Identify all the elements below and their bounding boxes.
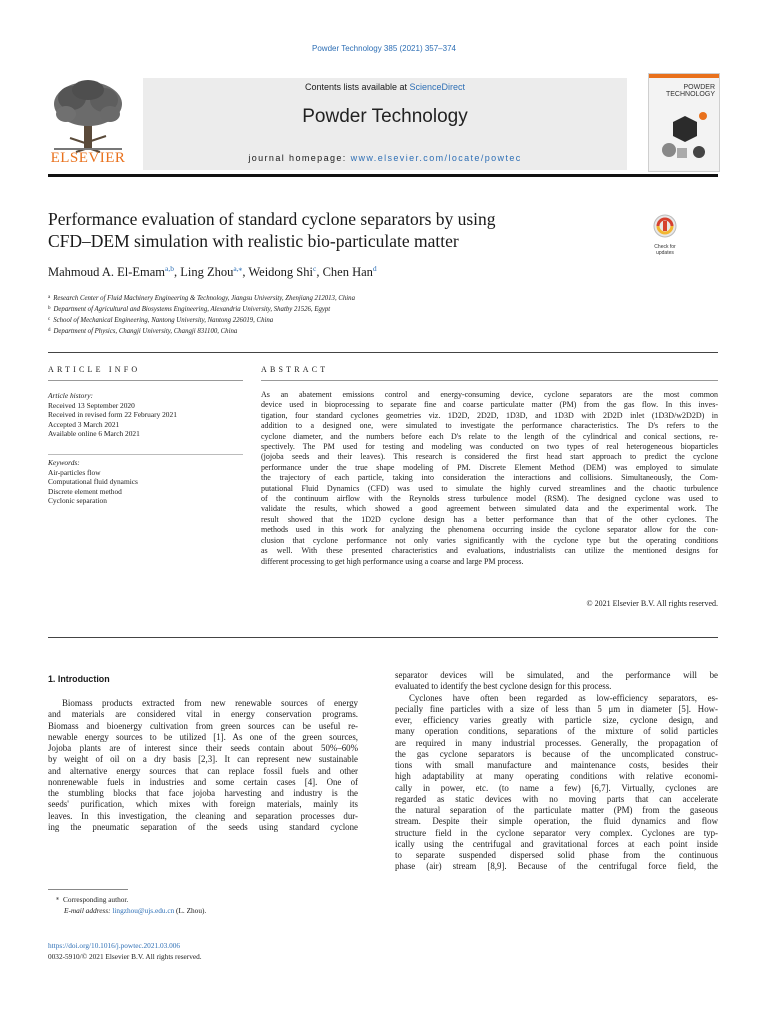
journal-homepage-link[interactable]: www.elsevier.com/locate/powtec	[350, 153, 522, 163]
author-3[interactable]	[248, 265, 316, 279]
body-line: ically using the centrifugal and gravitational forces at each point inside	[395, 838, 718, 849]
body-line: Biomass and bioenergy cultivation from green sources can be useful re-	[48, 720, 358, 731]
body-line: the natural separation of the particulate matter (PM) from the gaseous	[395, 805, 718, 815]
check-for-updates-icon	[646, 213, 684, 239]
body-line: by weight of oil on a dry basis [2,3]. It can represent new sustainable	[48, 754, 358, 765]
body-line: the gas cyclone separators is because of the uncomplicated construc-	[395, 748, 718, 759]
body-line: regarded as static devices with no moving parts that can accelerate	[395, 793, 718, 804]
affiliation-text: School of Mechanical Engineering, Nantong University, Nantong 226019, China	[53, 317, 274, 324]
author-sep: ,	[173, 265, 181, 279]
footnote-marker: ⁎	[56, 896, 59, 902]
author-3-affil[interactable]: c	[312, 264, 317, 273]
affiliation-text: Department of Physics, Changji University, Changji 831100, China	[53, 328, 238, 335]
abstract-line: methods used in this work for analyzing the phenomena occurring inside the cyclone separator allow for the con-	[261, 525, 718, 535]
body-line: ever, efficiency varies greatly with particle size, cyclone design, and	[395, 715, 718, 725]
journal-cover-thumbnail[interactable]	[648, 73, 720, 172]
issn-copyright: 0032-5910/© 2021 Elsevier B.V. All rights reserved.	[48, 952, 202, 961]
article-history	[48, 391, 248, 439]
journal-name: Powder Technology	[302, 106, 468, 127]
email-label: E-mail address:	[64, 906, 113, 915]
title-line-2: CFD–DEM simulation with realistic bio-particulate matter	[48, 231, 459, 251]
abstract-line: tigation, four standard cyclones geometries viz. 1D2D, 2D2D, 1D3D, and 1D3D with 2D2D inlet (1D3D/w2D2D) in	[261, 410, 718, 420]
abstract-line: of the continuum airflow with the Reynolds stress turbulence model (RSM). The designed cyclone was used to	[261, 494, 718, 504]
body-line: and materials are considered vital in energy conservation programs.	[48, 709, 358, 720]
article-info-heading: ARTICLE INFO	[48, 365, 141, 374]
body-line: the stumbling blocks that face jojoba harvesting and industry is the	[48, 788, 358, 798]
body-line: newable energy sources to be utilized [1]. As one of the green sources,	[48, 731, 358, 742]
body-line: phase (air) stream [8,9]. Because of the centrifugal force field, the	[395, 861, 718, 872]
abstract-line: as well. With these presented characteristics and evaluations, industrialists can utilize the mentioned designs for	[261, 546, 718, 556]
abstract-line: spectively. The PM used for testing and modeling was conducted on two types of real heterogeneous bioparticles	[261, 442, 718, 452]
abstract-line: cyclone diameter, and the numbers before each D's relate to the length of the cylindrical and conical sections, re-	[261, 431, 718, 441]
author-sep: ,	[242, 265, 249, 279]
body-line: Biomass products extracted from new renewable sources of energy	[62, 698, 358, 708]
abstract-line: addition to a designed one, were simulated to investigate the performance characteristics. The D's refers to the	[261, 421, 718, 431]
keyword-item[interactable]: Air-particles flow	[48, 467, 101, 477]
elsevier-wordmark: ELSEVIER	[50, 150, 126, 166]
footnote-line-2	[48, 905, 206, 916]
keywords-rule	[48, 454, 243, 455]
body-line: ing the pneumatic separation of the seeds using standard cyclone	[48, 821, 358, 832]
body-line: structure field in the cyclone separator very complex. Cyclones are typ-	[395, 827, 718, 838]
check-badge-line-1: Check for	[654, 244, 676, 250]
affiliation-item	[48, 293, 668, 304]
cover-artwork-icon	[655, 108, 713, 164]
homepage-prefix: journal homepage:	[248, 153, 351, 163]
history-item: Available online 6 March 2021	[48, 429, 140, 439]
body-line: cally in power, etc. (to name a few) [6,7]. Virtually, cyclones are	[395, 782, 718, 793]
abstract-line: putational Fluid Dynamics (CFD) was used to simulate the highly curved streamlines and the chaotic turbulence	[261, 483, 718, 493]
abstract-line: performance under the true shape modeling of PM. Discrete Element Method (DEM) was employed to simulate	[261, 462, 718, 472]
article-title	[48, 208, 608, 252]
author-1-name[interactable]: Mahmoud A. El-Emam	[48, 265, 165, 279]
abstract-line: As an abatement emissions control and energy-consuming device, cyclone separators are the most common	[261, 390, 718, 399]
body-line: and alternative energy sources that can replace fossil fuels and other	[48, 765, 358, 776]
cover-title-line-1: POWDER	[683, 84, 715, 91]
abstract-line: (jojoba seeds and their leaves). This research is considered the first head start approach to predict the cyclone	[261, 452, 718, 462]
cover-top-band	[649, 74, 719, 78]
body-line: nonrenewable fuels in industries and some certain cases [4]. One of	[48, 776, 358, 787]
abstract-line: the trajectory of each particle, taking into consideration the interactions and collisions. Simultaneously, the Com-	[261, 473, 718, 483]
affiliation-key: a	[48, 295, 51, 300]
abstract-rule	[261, 380, 718, 381]
affiliation-list	[48, 293, 668, 337]
body-line: separator devices will be simulated, and the performance will be	[395, 670, 718, 680]
author-sep: ,	[316, 265, 323, 279]
journal-homepage-line	[143, 153, 627, 163]
header-rule	[48, 174, 718, 177]
keyword-item[interactable]: Computational fluid dynamics	[48, 477, 138, 487]
abstract-line: device used in bioprocessing to separate fine and coarse particulate matter (PM) from the gas flow. In this inves-	[261, 400, 718, 410]
abstract-text	[261, 390, 718, 567]
history-item: Accepted 3 March 2021	[48, 419, 120, 429]
body-line: Jojoba plants are of interest since their seeds contain about 50%–60%	[48, 743, 358, 753]
affiliation-key: c	[48, 317, 51, 322]
email-suffix: (L. Zhou).	[174, 906, 207, 915]
abstract-line: result showed that the 1D2D cyclone design has a better performance than that of the other cyclones. The	[261, 514, 718, 524]
author-list	[48, 264, 668, 280]
keyword-item[interactable]: Discrete element method	[48, 486, 122, 496]
keywords-label: Keywords:	[48, 458, 80, 467]
affiliation-text: Research Center of Fluid Machinery Engineering & Technology, Jiangsu University, Zhenjiang 212013, China	[53, 295, 355, 302]
body-line: many operation conditions, separations of the mixture of solid particles	[395, 726, 718, 737]
abstract-line: validate the results, which showed a good agreement between simulated data and the experimental work. The	[261, 504, 718, 514]
abstract-heading: ABSTRACT	[261, 365, 329, 374]
title-line-1: Performance evaluation of standard cyclone separators by using	[48, 209, 496, 229]
author-3-name[interactable]: Weidong Shi	[248, 265, 313, 279]
affiliation-item	[48, 315, 668, 326]
elsevier-logo[interactable]	[48, 78, 128, 170]
history-item: Received 13 September 2020	[48, 400, 135, 410]
abstract-line: different processing to get high performance using a coarse and large PM process.	[261, 556, 524, 566]
author-2[interactable]	[180, 265, 242, 279]
affiliation-text: Department of Agricultural and Biosystems Engineering, Alexandria University, Shatby 21526, Egypt	[53, 306, 331, 313]
body-line: high adaptability at many operating conditions with relative economi-	[395, 771, 718, 782]
check-badge-line-2: updates	[656, 250, 674, 256]
cover-title	[649, 84, 719, 98]
history-label: Article history:	[48, 391, 93, 400]
author-4-name[interactable]: Chen Han	[322, 265, 373, 279]
body-column-right	[395, 670, 718, 873]
footnote-rule	[48, 889, 128, 890]
body-column-left	[48, 698, 358, 833]
author-2-name[interactable]: Ling Zhou	[180, 265, 234, 279]
body-line: Cyclones have often been regarded as low-efficiency separators, es-	[409, 692, 718, 703]
keyword-item[interactable]: Cyclonic separation	[48, 496, 107, 506]
affiliation-item	[48, 326, 668, 337]
body-line: stream. Despite their simple operation, the fluid dynamics and flow	[395, 816, 718, 827]
body-line: leaves. In this investigation, the cleaning and separation processes dur-	[48, 810, 358, 821]
article-info-rule	[48, 380, 243, 381]
section-rule	[48, 352, 718, 353]
author-1[interactable]	[48, 265, 174, 279]
body-line: are required in many industrial processes. Generally, the propagation of	[395, 737, 718, 748]
contents-line	[143, 82, 627, 92]
check-for-updates-badge[interactable]	[646, 213, 684, 255]
author-4[interactable]	[323, 265, 377, 279]
doi-block	[48, 940, 202, 962]
abstract-copyright: © 2021 Elsevier B.V. All rights reserved.	[586, 599, 718, 608]
corresponding-author-footnote	[48, 894, 206, 916]
body-line: evaluated to identify the best cyclone design for this process.	[395, 681, 612, 692]
doi-link[interactable]: https://doi.org/10.1016/j.powtec.2021.03.006	[48, 941, 181, 950]
body-line: seeds' purification, which mixes with foreign materials, mainly its	[48, 799, 358, 810]
author-2-affil[interactable]: a,⁎	[233, 264, 243, 273]
body-line: tions with small manufacture and maintenance costs, besides their	[395, 760, 718, 770]
keywords-block	[48, 458, 248, 506]
cover-title-line-2: TECHNOLOGY	[665, 91, 715, 98]
author-4-affil[interactable]: d	[372, 264, 377, 273]
introduction-heading: 1. Introduction	[48, 674, 110, 684]
author-email-link[interactable]: lingzhou@ujs.edu.cn	[112, 906, 175, 915]
affiliation-key: d	[48, 328, 51, 333]
affiliation-key: b	[48, 306, 51, 311]
footnote-corresponding: Corresponding author.	[63, 895, 129, 904]
affiliation-item	[48, 304, 668, 315]
contents-prefix: Contents lists available at	[304, 82, 410, 92]
body-line: to separate suspended dispersed solid phase from the continuous	[395, 850, 718, 860]
abstract-line: clusion that cyclone performance not only varies significantly with the cyclone type but the operating conditions	[261, 535, 718, 545]
body-rule	[48, 637, 718, 638]
sciencedirect-link[interactable]: ScienceDirect	[409, 82, 466, 92]
body-line: pecially fine particles with a size of less than 5 μm in diameter [5]. How-	[395, 703, 718, 714]
footnote-line-1	[48, 894, 206, 905]
history-item: Received in revised form 22 February 2021	[48, 410, 177, 420]
author-1-affil[interactable]: a,b	[165, 264, 174, 273]
journal-citation-link[interactable]: Powder Technology 385 (2021) 357–374	[312, 44, 456, 53]
